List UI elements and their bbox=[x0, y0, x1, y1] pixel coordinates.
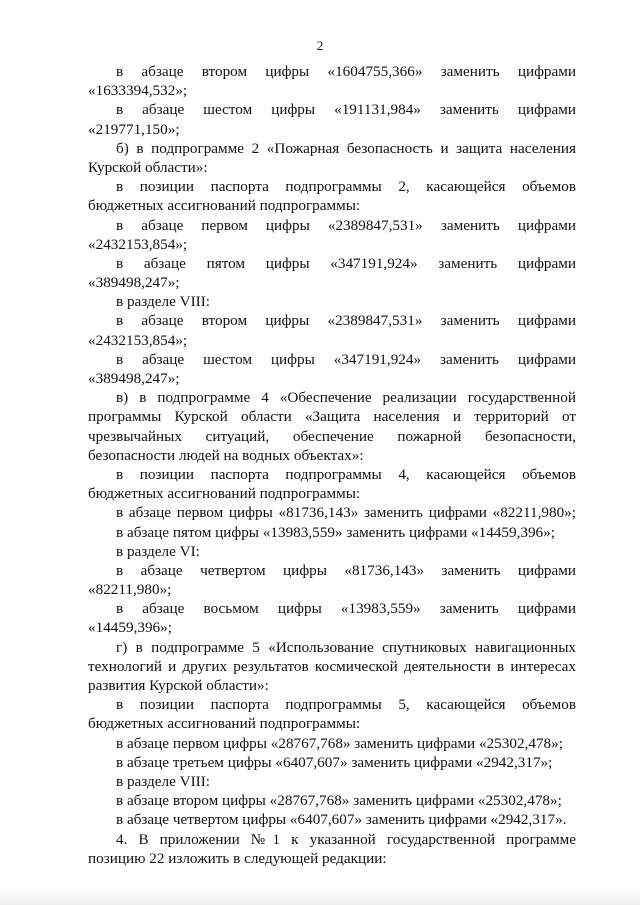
document-line: в абзаце шестом цифры «191131,984» заменить цифрами bbox=[116, 101, 576, 119]
document-line: 4. В приложении №1 к указанной государственной программе bbox=[116, 830, 576, 848]
document-line: в абзаце пятом цифры «347191,924» заменить цифрами bbox=[116, 254, 576, 272]
document-line: «389498,247»; bbox=[88, 274, 180, 292]
document-line: «14459,396»; bbox=[88, 619, 172, 637]
document-line: безопасности людей на водных объектах»: bbox=[88, 446, 364, 464]
document-line: «82211,980»; bbox=[88, 581, 172, 599]
document-line: в) в подпрограмме 4 «Обеспечение реализации государственной bbox=[116, 389, 576, 407]
document-line: в разделе VIII: bbox=[116, 772, 210, 790]
page-number: 2 bbox=[316, 38, 324, 53]
document-line: в позиции паспорта подпрограммы 4, касающейся объемов bbox=[116, 465, 576, 483]
document-line: чрезвычайных ситуаций, обеспечение пожарной безопасности, bbox=[88, 427, 576, 445]
document-line: в абзаце втором цифры «2389847,531» заменить цифрами bbox=[116, 312, 576, 330]
document-line: бюджетных ассигнований подпрограммы: bbox=[88, 197, 361, 215]
document-line: в абзаце первом цифры «81736,143» заменить цифрами «82211,980»; bbox=[116, 504, 576, 522]
document-line: развития Курской области»: bbox=[88, 677, 269, 694]
document-body bbox=[88, 62, 576, 868]
document-line: в абзаце четвертом цифры «81736,143» заменить цифрами bbox=[116, 561, 576, 579]
document-line: «219771,150»; bbox=[88, 120, 180, 138]
scan-bottom-edge bbox=[0, 887, 640, 905]
document-line: в разделе VI: bbox=[116, 542, 200, 560]
document-line: «389498,247»; bbox=[88, 370, 180, 387]
document-line: в абзаце втором цифры «28767,768» заменить цифрами «25302,478»; bbox=[116, 792, 562, 810]
document-line: в абзаце шестом цифры «347191,924» заменить цифрами bbox=[116, 350, 576, 368]
document-line: бюджетных ассигнований подпрограммы: bbox=[88, 715, 361, 733]
document-line: в позиции паспорта подпрограммы 2, касающейся объемов bbox=[116, 178, 576, 196]
document-line: в абзаце первом цифры «2389847,531» заменить цифрами bbox=[116, 216, 576, 234]
document-line: в абзаце первом цифры «28767,768» заменить цифрами «25302,478»; bbox=[116, 734, 563, 752]
document-line: б) в подпрограмме 2 «Пожарная безопасность и защита населения bbox=[116, 139, 576, 157]
document-line: г) в подпрограмме 5 «Использование спутниковых навигационных bbox=[116, 638, 576, 656]
document-line: Курской области»: bbox=[88, 158, 208, 176]
document-line: в разделе VIII: bbox=[116, 293, 210, 311]
document-line: в абзаце третьем цифры «6407,607» заменить цифрами «2942,317»; bbox=[116, 753, 553, 771]
document-line: «2432153,854»; bbox=[88, 331, 188, 349]
document-line: «2432153,854»; bbox=[88, 235, 188, 253]
document-line: «1633394,532»; bbox=[88, 82, 188, 100]
document-line: в абзаце пятом цифры «13983,559» заменить цифрами «14459,396»; bbox=[116, 523, 555, 541]
document-line: программы Курской области «Защита населения и территорий от bbox=[88, 408, 576, 426]
document-line: технологий и других результатов космической деятельности в интересах bbox=[88, 657, 576, 675]
document-line: в абзаце восьмом цифры «13983,559» заменить цифрами bbox=[116, 600, 576, 618]
document-line: позицию 22 изложить в следующей редакции: bbox=[88, 849, 387, 867]
document-line: бюджетных ассигнований подпрограммы: bbox=[88, 485, 361, 503]
document-line: в позиции паспорта подпрограммы 5, касающейся объемов bbox=[116, 696, 576, 714]
document-line: в абзаце четвертом цифры «6407,607» заменить цифрами «2942,317». bbox=[116, 811, 567, 829]
document-line: в абзаце втором цифры «1604755,366» заменить цифрами bbox=[116, 63, 576, 80]
